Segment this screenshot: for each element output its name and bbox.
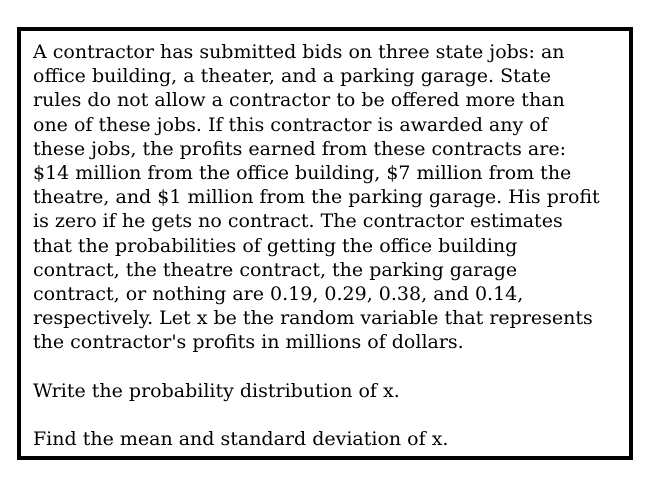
problem-statement [33,40,623,355]
problem-line: $14 million from the office building, $7 million from the [33,162,572,185]
problem-line: contract, or nothing are 0.19, 0.29, 0.38, and 0.14, [33,283,524,306]
problem-line: A contractor has submitted bids on three state jobs: an [33,41,565,63]
problem-line: that the probabilities of getting the office building [33,234,518,257]
problem-content [33,40,623,451]
question-mean-std: Find the mean and standard deviation of x. [33,427,449,450]
problem-line: the contractor's profits in millions of dollars. [33,331,464,354]
paragraph-gap [33,403,623,427]
problem-line: office building, a theater, and a parking garage. State [33,65,551,88]
problem-line: theatre, and $1 million from the parking garage. His profit [33,186,600,209]
question-distribution: Write the probability distribution of x. [33,379,400,402]
problem-line: rules do not allow a contractor to be offered more than [33,89,565,112]
problem-line: respectively. Let x be the random variable that represents [33,307,593,330]
problem-box [17,27,633,460]
problem-line: contract, the theatre contract, the parking garage [33,258,518,281]
problem-line: is zero if he gets no contract. The contractor estimates [33,210,563,233]
paragraph-gap [33,355,623,379]
problem-line: one of these jobs. If this contractor is awarded any of [33,113,548,136]
problem-line: these jobs, the profits earned from these contracts are: [33,137,566,160]
